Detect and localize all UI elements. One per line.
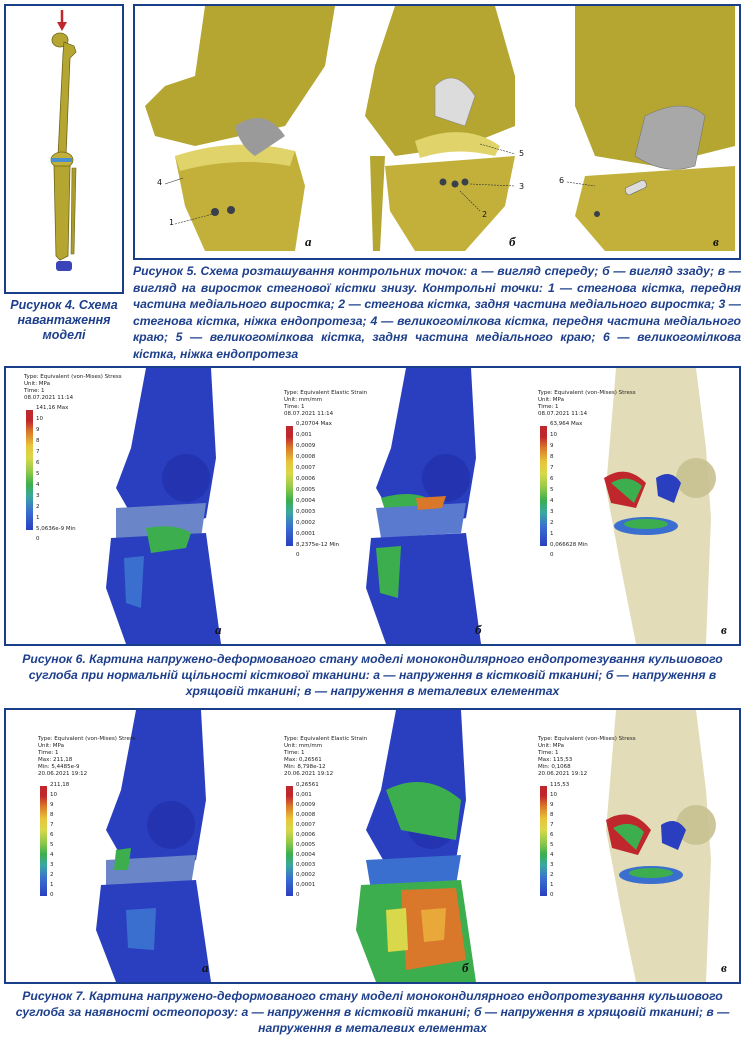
legend-header: Min: 8,798e-12 xyxy=(284,764,326,770)
legend-min: 0 xyxy=(296,892,300,898)
legend-colorbar xyxy=(40,786,47,896)
legend-tick: 8 xyxy=(550,812,554,818)
legend-tick: 5 xyxy=(550,487,554,493)
legend-header: Time: 1 xyxy=(538,750,559,756)
legend-tick: 5 xyxy=(550,842,554,848)
legend-tick: 6 xyxy=(50,832,54,838)
fig7-legend-a xyxy=(38,736,136,906)
legend-zero: 0 xyxy=(296,552,300,558)
point-label-1: 1 xyxy=(169,218,175,227)
legend-tick: 0,0005 xyxy=(296,842,316,848)
legend-tick: 4 xyxy=(50,852,54,858)
legend-max: 0,20704 Max xyxy=(296,421,332,427)
legend-tick: 6 xyxy=(550,832,554,838)
legend-header: Type: Equivalent (von-Mises) Stress xyxy=(38,736,136,742)
legend-max: 115,53 xyxy=(550,782,570,788)
fea-cartilage-strain-panel xyxy=(356,710,476,982)
legend-tick: 0,0004 xyxy=(296,498,316,504)
legend-tick: 0,0008 xyxy=(296,454,316,460)
legend-tick: 7 xyxy=(550,822,554,828)
legend-tick: 9 xyxy=(550,443,554,449)
fig7-legend-c xyxy=(538,736,636,906)
legend-min: 5,0636e-9 Min xyxy=(36,526,76,532)
legend-header: 20.06.2021 19:12 xyxy=(38,771,88,777)
fig6-legend-a xyxy=(24,374,122,554)
legend-tick: 0,001 xyxy=(296,792,312,798)
legend-header: Min: 0,1068 xyxy=(538,764,571,770)
point-label-3: 3 xyxy=(519,182,525,191)
legend-tick: 1 xyxy=(550,882,554,888)
legend-zero: 0 xyxy=(36,536,40,542)
fea-bone-stress-panel xyxy=(106,368,221,644)
fea-cartilage-strain-panel xyxy=(366,368,481,644)
legend-header: 08.07.2021 11:14 xyxy=(24,395,74,401)
legend-header: 20.06.2021 19:12 xyxy=(538,771,588,777)
legend-tick: 0,0007 xyxy=(296,822,316,828)
legend-header: 20.06.2021 19:12 xyxy=(284,771,334,777)
legend-tick: 10 xyxy=(50,792,57,798)
legend-max: 63,964 Max xyxy=(550,421,583,427)
legend-tick: 2 xyxy=(50,872,54,878)
legend-header: Max: 115,53 xyxy=(538,757,573,763)
fig5-sublabel-a: а xyxy=(305,234,312,249)
legend-max: 141,16 Max xyxy=(36,405,69,411)
legend-tick: 9 xyxy=(36,427,40,433)
legend-tick: 0,0001 xyxy=(296,882,316,888)
legend-header: Time: 1 xyxy=(38,750,59,756)
legend-tick: 6 xyxy=(36,460,40,466)
knee-bottom-view xyxy=(567,6,735,251)
legend-tick: 8 xyxy=(36,438,40,444)
legend-min: 0 xyxy=(550,892,554,898)
legend-tick: 0,0002 xyxy=(296,872,316,878)
knee-back-view xyxy=(365,6,515,251)
legend-tick: 4 xyxy=(550,498,554,504)
fig5-frame xyxy=(133,4,741,260)
load-arrow-icon xyxy=(57,10,67,31)
legend-tick: 1 xyxy=(50,882,54,888)
legend-header: Type: Equivalent Elastic Strain xyxy=(284,390,368,396)
legend-header: Type: Equivalent (von-Mises) Stress xyxy=(538,736,636,742)
fig7-sublabel-b: б xyxy=(462,960,469,975)
fig6-legend-c xyxy=(538,390,636,560)
fig7-sublabel-a: а xyxy=(202,960,209,975)
legend-tick: 0,0004 xyxy=(296,852,316,858)
legend-tick: 0,0009 xyxy=(296,443,316,449)
legend-tick: 10 xyxy=(36,416,43,422)
legend-tick: 10 xyxy=(550,432,557,438)
legend-min: 0 xyxy=(50,892,54,898)
fig6-sublabel-c: в xyxy=(721,622,727,637)
fig6-caption: Рисунок 6. Картина напружено-деформованого стану моделі монокондилярного ендопротезування кульшового суглоба при нормальній щільності кісткової тканини: а — напруження в кістковій тканині; б — напруження в хрящовій тканині; в — напруження в металевих елементах xyxy=(22,652,723,698)
legend-tick: 4 xyxy=(550,852,554,858)
legend-tick: 10 xyxy=(550,792,557,798)
legend-tick: 5 xyxy=(50,842,54,848)
legend-min: 8,2375e-12 Min xyxy=(296,542,340,548)
legend-colorbar xyxy=(26,410,33,530)
legend-header: Unit: mm/mm xyxy=(284,743,323,749)
legend-tick: 1 xyxy=(550,531,554,537)
legend-tick: 0,001 xyxy=(296,432,312,438)
legend-tick: 3 xyxy=(550,862,554,868)
legend-header: Max: 0,26561 xyxy=(284,757,322,763)
legend-header: Time: 1 xyxy=(538,404,559,410)
fig6-legend-b xyxy=(284,390,374,560)
legend-max: 0,26561 xyxy=(296,782,319,788)
legend-header: Unit: MPa xyxy=(38,743,64,749)
legend-tick: 8 xyxy=(50,812,54,818)
legend-tick: 0,0008 xyxy=(296,812,316,818)
legend-tick: 6 xyxy=(550,476,554,482)
fig5-sublabel-c: в xyxy=(713,234,719,249)
legend-header: Unit: mm/mm xyxy=(284,397,323,403)
fig5-sublabel-b: б xyxy=(509,234,516,249)
legend-tick: 8 xyxy=(550,454,554,460)
legend-tick: 7 xyxy=(550,465,554,471)
legend-header: Unit: MPa xyxy=(538,397,564,403)
knee-front-view xyxy=(145,6,335,251)
fig6-sublabel-a: а xyxy=(215,622,222,637)
fig7-caption: Рисунок 7. Картина напружено-деформованого стану моделі монокондилярного ендопротезування кульшового суглоба за наявності остеопорозу: а — напруження в кістковій тканині; б — напруження в хрящовій тканині; в — напруження в металевих елементах xyxy=(15,989,730,1035)
legend-tick: 1 xyxy=(36,515,40,521)
legend-header: Time: 1 xyxy=(24,388,45,394)
legend-header: 08.07.2021 11:14 xyxy=(284,411,334,417)
fig4-leg-model xyxy=(6,6,122,292)
legend-tick: 0,0001 xyxy=(296,531,316,537)
legend-tick: 7 xyxy=(50,822,54,828)
fig7-sublabel-c: в xyxy=(721,960,727,975)
point-label-2: 2 xyxy=(482,210,488,219)
legend-header: 08.07.2021 11:14 xyxy=(538,411,588,417)
legend-max: 211,18 xyxy=(50,782,70,788)
point-label-4: 4 xyxy=(157,178,163,187)
legend-zero: 0 xyxy=(550,552,554,558)
legend-tick: 0,0007 xyxy=(296,465,316,471)
legend-header: Type: Equivalent (von-Mises) Stress xyxy=(538,390,636,396)
legend-header: Type: Equivalent Elastic Strain xyxy=(284,736,368,742)
legend-tick: 2 xyxy=(36,504,40,510)
legend-colorbar xyxy=(286,786,293,896)
legend-tick: 9 xyxy=(550,802,554,808)
legend-tick: 0,0006 xyxy=(296,832,316,838)
legend-header: Min: 5,4485e-9 xyxy=(38,764,80,770)
fig5-knee-views xyxy=(135,6,739,258)
point-label-6: 6 xyxy=(559,176,565,185)
legend-tick: 2 xyxy=(550,520,554,526)
legend-tick: 0,0002 xyxy=(296,520,316,526)
fig6-sublabel-b: б xyxy=(475,622,482,637)
fig5-caption: Рисунок 5. Схема розташування контрольних точок: а — вигляд спереду; б — вигляд ззаду; в — вигляд на виросток стегнової кістки знизу. Контрольні точки: 1 — стегнова кістка, передня частина медіального виростка; 2 — стегнова кістка, задня частина медіального виростка; 3 — стегнова кістка, ніжка ендопротеза; 4 — великогомілкова кістка, передня частина медіального краю; 5 — великогомілкова кістка, задня частина медіального краю; 6 — великогомілкова кістка, ніжка ендопротеза xyxy=(133,264,741,361)
fig4-caption: Рисунок 4. Схема навантаження моделі xyxy=(10,298,118,342)
legend-tick: 0,0006 xyxy=(296,476,316,482)
legend-tick: 3 xyxy=(550,509,554,515)
legend-tick: 0,0009 xyxy=(296,802,316,808)
point-label-5: 5 xyxy=(519,149,525,158)
legend-header: Unit: MPa xyxy=(24,381,50,387)
legend-min: 0,066628 Min xyxy=(550,542,588,548)
legend-colorbar xyxy=(540,786,547,896)
legend-header: Type: Equivalent (von-Mises) Stress xyxy=(24,374,122,380)
legend-tick: 4 xyxy=(36,482,40,488)
legend-tick: 2 xyxy=(550,872,554,878)
legend-tick: 9 xyxy=(50,802,54,808)
legend-colorbar xyxy=(286,426,293,546)
legend-tick: 3 xyxy=(50,862,54,868)
fig4-frame xyxy=(4,4,124,294)
legend-header: Unit: MPa xyxy=(538,743,564,749)
legend-tick: 0,0005 xyxy=(296,487,316,493)
legend-tick: 0,0003 xyxy=(296,509,316,515)
legend-header: Time: 1 xyxy=(284,404,305,410)
legend-colorbar xyxy=(540,426,547,546)
legend-tick: 0,0003 xyxy=(296,862,316,868)
legend-header: Time: 1 xyxy=(284,750,305,756)
legend-tick: 3 xyxy=(36,493,40,499)
legend-tick: 7 xyxy=(36,449,40,455)
legend-header: Max: 211,18 xyxy=(38,757,73,763)
legend-tick: 5 xyxy=(36,471,40,477)
fig7-legend-b xyxy=(284,736,374,906)
